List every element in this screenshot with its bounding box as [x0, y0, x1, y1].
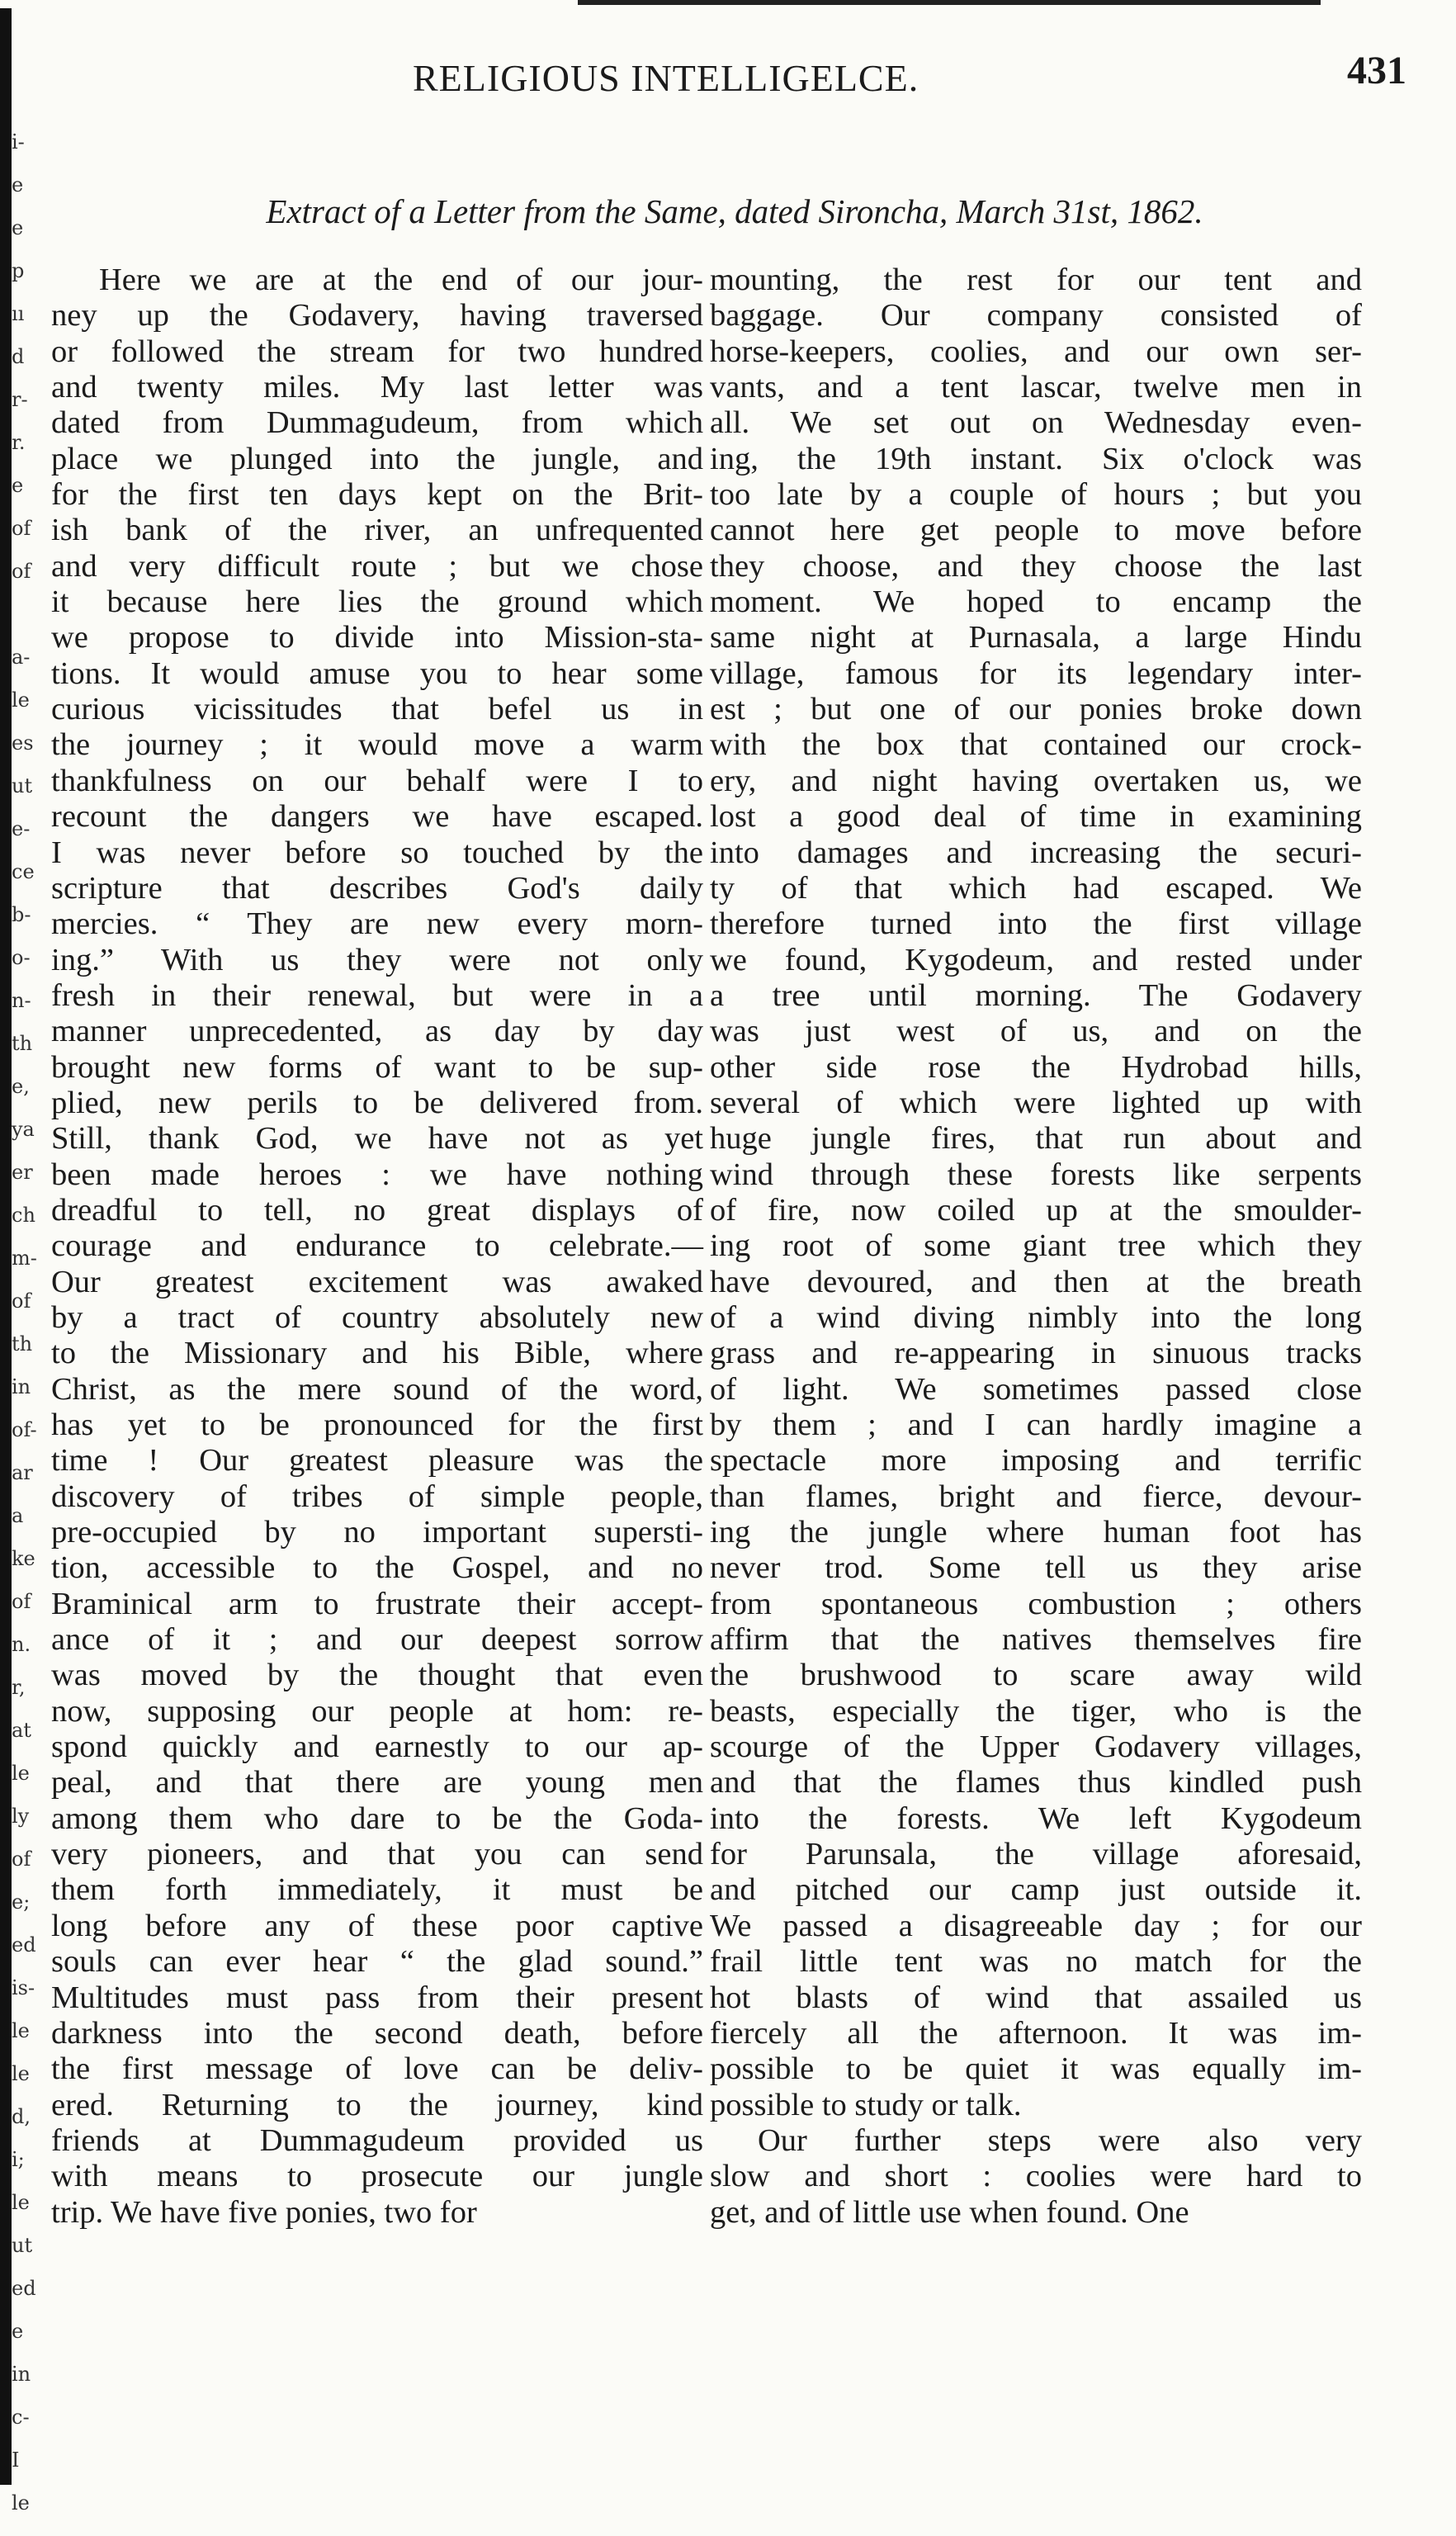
text-line: into the forests. We left Kygodeum: [710, 1800, 1362, 1836]
margin-fragment: a: [12, 1504, 24, 1527]
text-line: ered. Returning to the journey, kind: [51, 2087, 703, 2122]
text-line: ing root of some giant tree which they: [710, 1228, 1362, 1264]
margin-fragment: le: [12, 688, 30, 712]
text-line: possible to study or talk.: [710, 2087, 1022, 2122]
text-line: Our greatest excitement was awaked: [51, 1264, 703, 1299]
text-line: and very difficult route ; but we chose: [51, 548, 703, 584]
text-line: has yet to be pronounced for the first: [51, 1408, 703, 1442]
margin-fragment: ke: [12, 1547, 35, 1570]
text-line: and pitched our camp just outside it.: [710, 1872, 1362, 1908]
text-line: all. We set out on Wednesday even-: [710, 405, 1362, 441]
margin-fragment: n-: [12, 989, 31, 1012]
text-line: tions. It would amuse you to hear some: [51, 655, 703, 691]
margin-fragment: e: [12, 474, 24, 497]
margin-fragment: le: [12, 2491, 30, 2515]
text-line: of fire, now coiled up at the smoulder-: [710, 1192, 1362, 1228]
text-line: by them ; and I can hardly imagine a: [710, 1408, 1362, 1442]
margin-fragment: is-: [12, 1976, 35, 1999]
margin-fragment: a-: [12, 646, 31, 669]
text-line: from spontaneous combustion ; others: [710, 1586, 1362, 1621]
text-line: horse-keepers, coolies, and our own ser-: [710, 334, 1362, 369]
margin-fragment: le: [12, 2019, 30, 2042]
text-line: fiercely all the afternoon. It was im-: [710, 2015, 1362, 2051]
margin-fragment: of: [12, 517, 31, 540]
margin-fragment: d: [12, 345, 25, 368]
text-line: very pioneers, and that you can send: [51, 1837, 703, 1872]
margin-fragment: [12, 604, 48, 647]
running-title: RELIGIOUS INTELLIGELCE.: [413, 57, 919, 99]
text-line: we propose to divide into Mission-sta-: [51, 620, 703, 655]
text-line: curious vicissitudes that befel us in: [51, 692, 703, 727]
right-column: [710, 263, 1362, 2231]
text-line: scourge of the Upper Godavery villages,: [710, 1729, 1362, 1765]
margin-fragment: i-: [12, 130, 25, 154]
margin-fragment: of-: [12, 1418, 37, 1441]
text-line: Christ, as the mere sound of the word,: [51, 1371, 703, 1407]
text-line: with means to prosecute our jungle: [51, 2159, 703, 2194]
text-line: with the box that contained our crock-: [710, 727, 1362, 763]
margin-fragment: ed: [12, 1933, 36, 1956]
text-line: ance of it ; and our deepest sorrow: [51, 1622, 703, 1658]
text-line: therefore turned into the first village: [710, 906, 1362, 942]
text-line: than flames, bright and fierce, devour-: [710, 1479, 1362, 1514]
text-line: mercies. “ They are new every morn-: [51, 906, 703, 942]
text-line: a tree until morning. The Godavery: [710, 977, 1362, 1013]
margin-fragment: c-: [12, 2406, 30, 2429]
margin-fragment: i;: [12, 2148, 25, 2171]
margin-fragment: ut: [12, 774, 33, 797]
text-line: it because here lies the ground which: [51, 584, 703, 620]
text-line: Still, thank God, we have not as yet: [51, 1121, 703, 1157]
margin-fragment: of: [12, 1590, 31, 1613]
margin-bleed: [12, 130, 48, 2515]
text-line: affirm that the natives themselves fire: [710, 1622, 1362, 1658]
text-line: ney up the Godavery, having traversed: [51, 298, 703, 334]
text-line: We passed a disagreeable day ; for our: [710, 1908, 1362, 1943]
text-line: get, and of little use when found. One: [710, 2194, 1189, 2230]
text-line: mounting, the rest for our tent and: [710, 263, 1362, 297]
margin-fragment: e-: [12, 817, 31, 840]
text-line: trip. We have five ponies, two for: [51, 2194, 477, 2230]
text-line: dreadful to tell, no great displays of: [51, 1192, 703, 1228]
text-line: by a tract of country absolutely new: [51, 1299, 703, 1335]
text-line: have devoured, and then at the breath: [710, 1264, 1362, 1299]
page-number: 431: [1347, 49, 1406, 92]
text-line: wind through these forests like serpents: [710, 1157, 1362, 1192]
text-line: souls can ever hear “ the glad sound.”: [51, 1944, 703, 1980]
text-line: hot blasts of wind that assailed us: [710, 1980, 1362, 2015]
text-line: friends at Dummagudeum provided us: [51, 2122, 703, 2158]
top-rule: [578, 0, 1321, 5]
margin-fragment: d,: [12, 2105, 31, 2128]
margin-fragment: in: [12, 2363, 31, 2386]
text-line: possible to be quiet it was equally im-: [710, 2051, 1362, 2087]
text-line: Braminical arm to frustrate their accept-: [51, 1586, 703, 1621]
text-line: too late by a couple of hours ; but you: [710, 477, 1362, 513]
text-line: manner unprecedented, as day by day: [51, 1014, 703, 1049]
text-line: them forth immediately, it must be: [51, 1872, 703, 1908]
margin-fragment: ly: [12, 1805, 30, 1828]
letter-subtitle: Extract of a Letter from the Same, dated Sironcha, March 31st, 1862.: [266, 192, 1203, 230]
text-line: other side rose the Hydrobad hills,: [710, 1049, 1362, 1085]
left-column: [51, 263, 703, 2231]
text-line: cannot here get people to move before: [710, 513, 1362, 548]
text-line: been made heroes : we have nothing: [51, 1157, 703, 1192]
margin-fragment: le: [12, 2191, 30, 2214]
text-line: tion, accessible to the Gospel, and no: [51, 1550, 703, 1586]
text-line: for the first ten days kept on the Brit-: [51, 477, 703, 513]
text-line: to the Missionary and his Bible, where: [51, 1336, 703, 1371]
margin-fragment: e: [12, 216, 24, 239]
text-line: the brushwood to scare away wild: [710, 1658, 1362, 1693]
text-line: slow and short : coolies were hard to: [710, 2159, 1362, 2194]
margin-fragment: p: [12, 259, 25, 282]
text-line: we found, Kygodeum, and rested under: [710, 942, 1362, 977]
text-line: frail little tent was no match for the: [710, 1944, 1362, 1980]
margin-fragment: ya: [12, 1118, 35, 1141]
text-line: time ! Our greatest pleasure was the: [51, 1443, 703, 1479]
text-line: pre-occupied by no important supersti-: [51, 1515, 703, 1550]
text-line: lost a good deal of time in examining: [710, 799, 1362, 835]
margin-fragment: r-: [12, 388, 28, 411]
margin-fragment: ar: [12, 1461, 33, 1484]
margin-fragment: ıı: [12, 302, 25, 325]
margin-fragment: le: [12, 2062, 30, 2085]
margin-fragment: r.: [12, 431, 26, 454]
page-header: [165, 48, 1406, 114]
margin-fragment: ce: [12, 860, 35, 883]
text-line: they choose, and they choose the last: [710, 548, 1362, 584]
margin-fragment: in: [12, 1375, 31, 1398]
text-line: village, famous for its legendary inter-: [710, 655, 1362, 691]
text-line: Multitudes must pass from their present: [51, 1980, 703, 2015]
text-line: scripture that describes God's daily: [51, 870, 703, 906]
text-line: never trod. Some tell us they arise: [710, 1550, 1362, 1586]
text-line: place we plunged into the jungle, and: [51, 441, 703, 476]
margin-fragment: es: [12, 731, 34, 755]
margin-fragment: of: [12, 1848, 31, 1871]
text-line: was just west of us, and on the: [710, 1014, 1362, 1049]
margin-fragment: ch: [12, 1204, 35, 1227]
text-line: ing, the 19th instant. Six o'clock was: [710, 441, 1362, 476]
text-line: recount the dangers we have escaped.: [51, 799, 703, 835]
text-line: beasts, especially the tiger, who is the: [710, 1693, 1362, 1729]
margin-fragment: th: [12, 1332, 33, 1356]
margin-fragment: e;: [12, 1890, 31, 1914]
text-line: same night at Purnasala, a large Hindu: [710, 620, 1362, 655]
text-line: peal, and that there are young men: [51, 1765, 703, 1800]
text-line: now, supposing our people at hom: re-: [51, 1693, 703, 1729]
margin-fragment: ut: [12, 2234, 33, 2257]
binding-shadow: [0, 8, 12, 2485]
margin-fragment: e: [12, 173, 24, 196]
text-line: several of which were lighted up with: [710, 1085, 1362, 1120]
text-line: spectacle more imposing and terrific: [710, 1443, 1362, 1479]
text-line: ing.” With us they were not only: [51, 942, 703, 977]
margin-fragment: o-: [12, 946, 31, 969]
margin-fragment: ed: [12, 2277, 36, 2300]
text-line: Our further steps were also very: [758, 2122, 1362, 2158]
margin-fragment: er: [12, 1161, 33, 1184]
margin-fragment: e,: [12, 1075, 30, 1098]
text-line: baggage. Our company consisted of: [710, 298, 1362, 334]
margin-fragment: of: [12, 1289, 31, 1313]
text-line: the journey ; it would move a warm: [51, 727, 703, 763]
margin-fragment: th: [12, 1032, 33, 1055]
text-line: the first message of love can be deliv-: [51, 2051, 703, 2087]
margin-fragment: r,: [12, 1676, 26, 1699]
margin-fragment: n.: [12, 1633, 31, 1656]
text-line: for Parunsala, the village aforesaid,: [710, 1837, 1362, 1872]
text-line: brought new forms of want to be sup-: [51, 1049, 703, 1085]
text-line: or followed the stream for two hundred: [51, 334, 703, 369]
margin-fragment: e: [12, 2320, 24, 2343]
text-line: and that the flames thus kindled push: [710, 1765, 1362, 1800]
text-line: ing the jungle where human foot has: [710, 1515, 1362, 1550]
text-line: ery, and night having overtaken us, we: [710, 763, 1362, 798]
text-line: est ; but one of our ponies broke down: [710, 692, 1362, 727]
margin-fragment: at: [12, 1719, 31, 1742]
text-line: grass and re-appearing in sinuous tracks: [710, 1336, 1362, 1371]
margin-fragment: I: [12, 2448, 20, 2472]
text-line: was moved by the thought that even: [51, 1658, 703, 1693]
text-line: thankfulness on our behalf were I to: [51, 763, 703, 798]
margin-fragment: le: [12, 1762, 30, 1785]
text-line: vants, and a tent lascar, twelve men in: [710, 370, 1362, 405]
margin-fragment: b-: [12, 903, 31, 926]
margin-fragment: of: [12, 560, 31, 583]
text-line: moment. We hoped to encamp the: [710, 584, 1362, 620]
text-line: plied, new perils to be delivered from.: [51, 1085, 703, 1120]
text-line: courage and endurance to celebrate.—: [51, 1228, 703, 1264]
text-line: long before any of these poor captive: [51, 1908, 703, 1943]
text-line: and twenty miles. My last letter was: [51, 370, 703, 405]
text-line: I was never before so touched by the: [51, 835, 703, 870]
text-line: into damages and increasing the securi-: [710, 835, 1362, 870]
text-line: Here we are at the end of our jour-: [99, 263, 703, 297]
text-line: dated from Dummagudeum, from which: [51, 405, 703, 441]
text-line: fresh in their renewal, but were in a: [51, 977, 703, 1013]
margin-fragment: m-: [12, 1247, 37, 1270]
text-line: huge jungle fires, that run about and: [710, 1121, 1362, 1157]
text-line: of light. We sometimes passed close: [710, 1371, 1362, 1407]
text-line: of a wind diving nimbly into the long: [710, 1299, 1362, 1335]
text-line: ish bank of the river, an unfrequented: [51, 513, 703, 548]
text-line: ty of that which had escaped. We: [710, 870, 1362, 906]
text-line: darkness into the second death, before: [51, 2015, 703, 2051]
text-line: spond quickly and earnestly to our ap-: [51, 1729, 703, 1765]
text-line: among them who dare to be the Goda-: [51, 1800, 703, 1836]
text-line: discovery of tribes of simple people,: [51, 1479, 703, 1514]
